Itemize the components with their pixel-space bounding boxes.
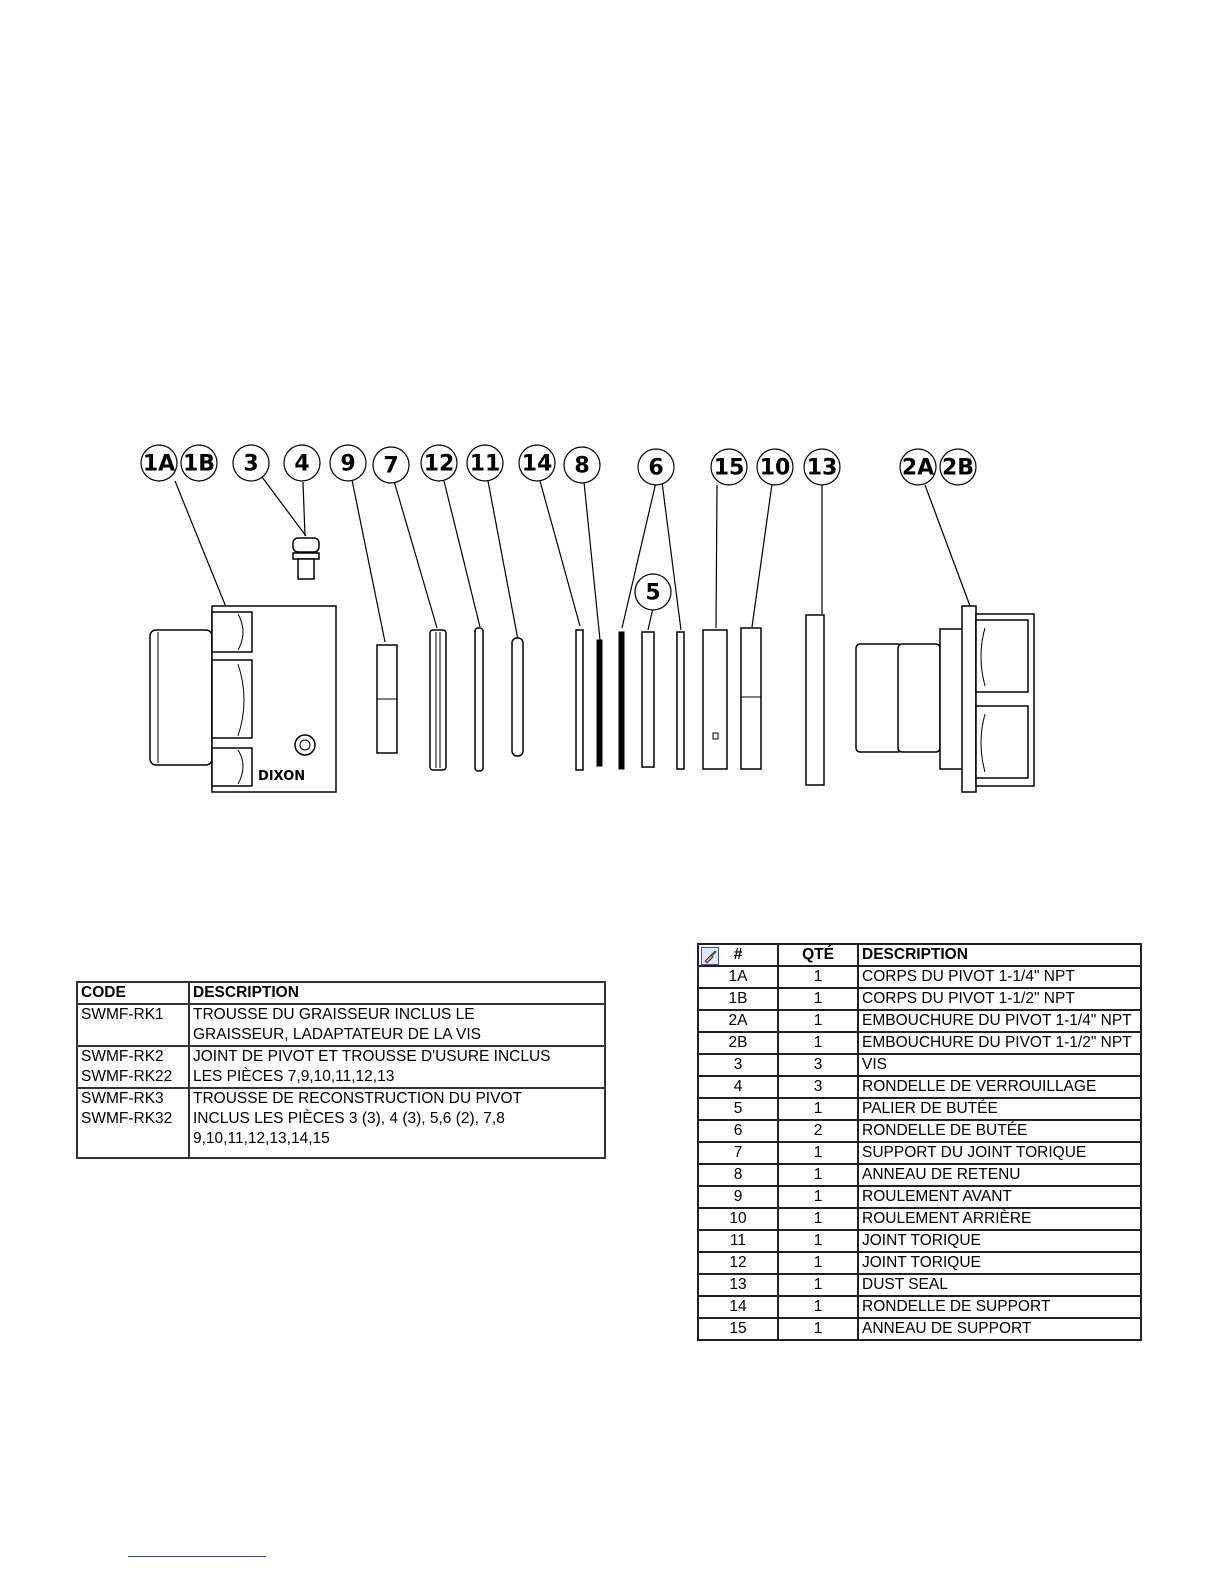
parts-table-row — [698, 966, 1141, 988]
balloon-3 — [233, 445, 269, 481]
kit-code-cell — [77, 1046, 189, 1088]
part-qty-cell: 1 — [778, 1098, 858, 1120]
balloon-6 — [638, 449, 674, 485]
thrust-washer-6b-part — [677, 632, 684, 769]
kit-description-line: JOINT DE PIVOT ET TROUSSE D'USURE INCLUS — [193, 1048, 551, 1065]
part-qty-cell: 1 — [778, 988, 858, 1010]
part-number-cell: 2B — [698, 1032, 778, 1054]
parts-table-row — [698, 1252, 1141, 1274]
part-number-cell: 11 — [698, 1230, 778, 1252]
balloon-13 — [804, 449, 840, 485]
retaining-ring-8-part — [597, 640, 602, 766]
thrust-washer-6a-part — [619, 632, 624, 769]
kit-code-cell — [77, 1088, 189, 1158]
balloon-12 — [421, 445, 457, 481]
part-qty-cell: 1 — [778, 1296, 858, 1318]
kit-description-cell — [189, 1088, 605, 1158]
parts-table-row — [698, 1318, 1141, 1340]
balloon-8 — [564, 447, 600, 483]
part-qty-cell: 1 — [778, 966, 858, 988]
balloon-label: 1B — [182, 451, 216, 477]
kit-code: SWMF-RK22 — [81, 1068, 173, 1085]
part-number-cell: 1B — [698, 988, 778, 1010]
part-description-cell: EMBOUCHURE DU PIVOT 1-1/2" NPT — [858, 1032, 1141, 1054]
part-description-cell: CORPS DU PIVOT 1-1/2" NPT — [858, 988, 1141, 1010]
kit-description-line: INCLUS LES PIÈCES 3 (3), 4 (3), 5,6 (2), 7,8 — [193, 1110, 505, 1127]
balloon-label: 14 — [521, 451, 553, 477]
kit-description-cell — [189, 1046, 605, 1088]
part-qty-cell: 3 — [778, 1054, 858, 1076]
part-qty-cell: 1 — [778, 1318, 858, 1340]
kit-description-line: LES PIÈCES 7,9,10,11,12,13 — [193, 1068, 395, 1085]
kit-code: SWMF-RK1 — [81, 1006, 164, 1023]
exploded-view-diagram — [0, 430, 1225, 810]
kit-table-header — [77, 982, 605, 1004]
part-qty-cell: 1 — [778, 1142, 858, 1164]
part-description-cell: JOINT TORIQUE — [858, 1230, 1141, 1252]
part-description-cell: PALIER DE BUTÉE — [858, 1098, 1141, 1120]
part-qty-cell: 1 — [778, 1230, 858, 1252]
part-qty-cell: 1 — [778, 1032, 858, 1054]
kit-table-row — [77, 1088, 605, 1158]
part-number-cell: 3 — [698, 1054, 778, 1076]
swivel-nozzle-part — [856, 606, 1034, 792]
kit-description-line: 9,10,11,12,13,14,15 — [193, 1130, 330, 1147]
part-qty-cell: 1 — [778, 1010, 858, 1032]
part-description-cell: ROULEMENT ARRIÈRE — [858, 1208, 1141, 1230]
paintbrush-icon[interactable] — [701, 947, 719, 965]
kit-code-cell — [77, 1004, 189, 1046]
kit-table-row — [77, 1046, 605, 1088]
balloon-label: 8 — [574, 453, 590, 479]
dust-seal-13-part — [806, 615, 824, 785]
part-number-cell: 5 — [698, 1098, 778, 1120]
balloon-2a — [900, 449, 936, 485]
balloon-label: 5 — [645, 580, 661, 606]
balloon-11 — [467, 445, 503, 481]
balloon-label: 13 — [806, 455, 838, 481]
dixon-stamp: DIXON — [258, 769, 306, 784]
parts-table-row — [698, 1274, 1141, 1296]
parts-table-row — [698, 1076, 1141, 1098]
part-qty-cell: 2 — [778, 1120, 858, 1142]
oring-11-part — [512, 638, 523, 756]
part-description-cell: RONDELLE DE BUTÉE — [858, 1120, 1141, 1142]
parts-description-header: DESCRIPTION — [858, 944, 1141, 966]
parts-table-row — [698, 1164, 1141, 1186]
part-number-cell: 6 — [698, 1120, 778, 1142]
parts-table-row — [698, 1054, 1141, 1076]
balloon-label: 2B — [941, 455, 975, 481]
part-description-cell: JOINT TORIQUE — [858, 1252, 1141, 1274]
balloon-label: 2A — [901, 455, 935, 481]
part-number-cell: 12 — [698, 1252, 778, 1274]
part-qty-cell: 1 — [778, 1164, 858, 1186]
part-number-cell: 1A — [698, 966, 778, 988]
kit-description-line: GRAISSEUR, LADAPTATEUR DE LA VIS — [193, 1026, 481, 1043]
part-description-cell: RONDELLE DE VERROUILLAGE — [858, 1076, 1141, 1098]
balloon-10 — [757, 449, 793, 485]
part-description-cell: CORPS DU PIVOT 1-1/4" NPT — [858, 966, 1141, 988]
part-number-cell: 10 — [698, 1208, 778, 1230]
part-qty-cell: 1 — [778, 1186, 858, 1208]
balloon-label: 6 — [648, 455, 664, 481]
repair-kit-table — [76, 981, 606, 1159]
part-number-cell: 15 — [698, 1318, 778, 1340]
parts-table-row — [698, 1098, 1141, 1120]
rear-bearing-10-part — [741, 628, 761, 769]
pivot-body-part — [150, 606, 336, 792]
callout-balloons — [141, 445, 976, 610]
kit-code: SWMF-RK32 — [81, 1110, 173, 1127]
parts-table-row — [698, 1142, 1141, 1164]
balloon-15 — [711, 449, 747, 485]
balloon-label: 11 — [469, 451, 501, 477]
balloon-1b — [181, 445, 217, 481]
balloon-label: 3 — [243, 451, 259, 477]
kit-code-header: CODE — [77, 982, 189, 1004]
kit-code: SWMF-RK2 — [81, 1048, 164, 1065]
balloon-label: 4 — [294, 451, 310, 477]
balloon-label: 12 — [423, 451, 455, 477]
part-qty-cell: 1 — [778, 1274, 858, 1296]
part-description-cell: SUPPORT DU JOINT TORIQUE — [858, 1142, 1141, 1164]
kit-description-line: TROUSSE DE RECONSTRUCTION DU PIVOT — [193, 1090, 522, 1107]
oring-12-part — [475, 628, 483, 771]
part-description-cell: VIS — [858, 1054, 1141, 1076]
kit-description-line: TROUSSE DU GRAISSEUR INCLUS LE — [193, 1006, 475, 1023]
part-description-cell: EMBOUCHURE DU PIVOT 1-1/4" NPT — [858, 1010, 1141, 1032]
kit-description-header: DESCRIPTION — [189, 982, 605, 1004]
part-qty-cell: 3 — [778, 1076, 858, 1098]
thrust-bearing-5-part — [642, 632, 654, 767]
support-washer-14-part — [576, 630, 583, 770]
balloon-label: 9 — [340, 451, 356, 477]
part-number-cell: 9 — [698, 1186, 778, 1208]
balloon-9 — [330, 445, 366, 481]
part-number-cell: 14 — [698, 1296, 778, 1318]
screw-part — [293, 538, 319, 579]
parts-table-row — [698, 1010, 1141, 1032]
balloon-14 — [519, 445, 555, 481]
balloon-label: 10 — [759, 455, 791, 481]
bearing-9-part — [377, 645, 397, 753]
part-description-cell: DUST SEAL — [858, 1274, 1141, 1296]
balloon-4 — [284, 445, 320, 481]
parts-table-row — [698, 1296, 1141, 1318]
parts-table-row — [698, 1230, 1141, 1252]
part-description-cell: ANNEAU DE SUPPORT — [858, 1318, 1141, 1340]
kit-code: SWMF-RK3 — [81, 1090, 164, 1107]
part-number-cell: 7 — [698, 1142, 778, 1164]
part-description-cell: ANNEAU DE RETENU — [858, 1164, 1141, 1186]
parts-table-row — [698, 1186, 1141, 1208]
kit-table-row — [77, 1004, 605, 1046]
part-description-cell: ROULEMENT AVANT — [858, 1186, 1141, 1208]
part-description-cell: RONDELLE DE SUPPORT — [858, 1296, 1141, 1318]
balloon-5 — [635, 574, 671, 610]
part-qty-cell: 1 — [778, 1252, 858, 1274]
parts-list-table — [697, 943, 1142, 1341]
parts-qty-header: QTÉ — [778, 944, 858, 966]
balloon-label: 7 — [383, 453, 399, 479]
parts-table-row — [698, 988, 1141, 1010]
part-qty-cell: 1 — [778, 1208, 858, 1230]
balloon-1a — [141, 445, 177, 481]
part-number-cell: 8 — [698, 1164, 778, 1186]
parts-table-header — [698, 944, 1141, 966]
balloon-7 — [373, 447, 409, 483]
parts-table-row — [698, 1208, 1141, 1230]
support-ring-15-part — [703, 630, 727, 769]
part-number-cell: 2A — [698, 1010, 778, 1032]
parts-num-header: # — [698, 944, 778, 966]
parts-table-row — [698, 1032, 1141, 1054]
balloon-2b — [940, 449, 976, 485]
footer-link-underline[interactable] — [128, 1556, 266, 1557]
parts-table-row — [698, 1120, 1141, 1142]
balloon-label: 1A — [142, 451, 176, 477]
part-number-cell: 13 — [698, 1274, 778, 1296]
part-number-cell: 4 — [698, 1076, 778, 1098]
oring-support-7-part — [430, 630, 446, 770]
balloon-label: 15 — [713, 455, 745, 481]
kit-description-cell — [189, 1004, 605, 1046]
